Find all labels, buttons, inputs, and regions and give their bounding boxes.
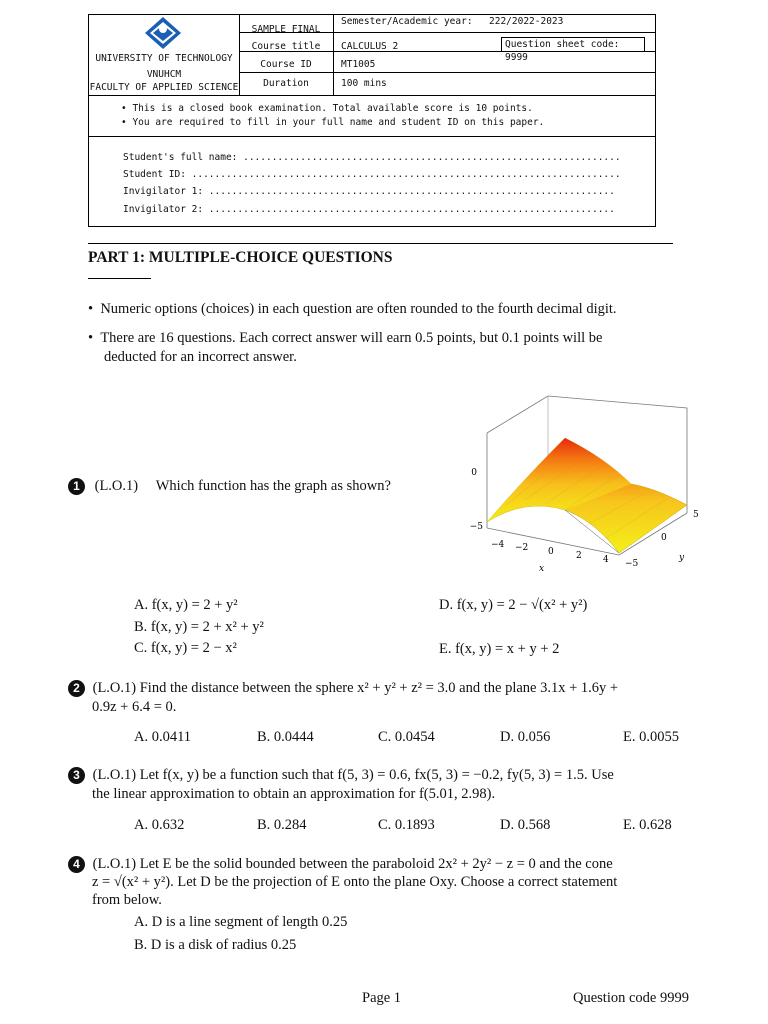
bullet-rounding-text: Numeric options (choices) in each question are often rounded to the fourth decimal digit. bbox=[100, 301, 617, 317]
q2-option-a[interactable]: A. 0.0411 bbox=[134, 729, 192, 745]
z-tick: 0 bbox=[471, 468, 477, 478]
instruction-note-2-text: You are required to fill in your full name and student ID on this paper. bbox=[132, 117, 545, 128]
q2-option-d[interactable]: D. 0.056 bbox=[500, 729, 551, 745]
bullet-scoring: • There are 16 questions. Each correct answer will earn 0.5 points, but 0.1 points will be bbox=[88, 330, 603, 346]
q2-option-c[interactable]: C. 0.0454 bbox=[378, 729, 435, 745]
question-4-stem bbox=[68, 855, 708, 874]
y-tick: 5 bbox=[693, 510, 699, 520]
course-title-value: CALCULUS 2 bbox=[341, 41, 399, 52]
question-3-stem-cont: the linear approximation to obtain an approximation for f(5.01, 2.98). bbox=[92, 786, 496, 802]
x-tick: 4 bbox=[603, 555, 609, 565]
header-divider bbox=[89, 136, 655, 137]
q3-option-b[interactable]: B. 0.284 bbox=[257, 817, 307, 833]
bullet-rounding: • Numeric options (choices) in each question are often rounded to the fourth decimal digit. bbox=[88, 301, 617, 317]
question-3-stem bbox=[68, 766, 708, 785]
y-axis-label: y bbox=[679, 553, 685, 563]
student-id-field[interactable]: Student ID: ........................................................................... bbox=[123, 169, 621, 180]
q1-option-b[interactable]: B. f(x, y) = 2 + x² + y² bbox=[134, 619, 264, 635]
q3-option-c[interactable]: C. 0.1893 bbox=[378, 817, 435, 833]
question-number: 1 bbox=[68, 478, 85, 495]
y-tick: 0 bbox=[661, 533, 667, 543]
faculty-name: FACULTY OF APPLIED SCIENCE bbox=[89, 82, 239, 93]
z-tick: −5 bbox=[469, 522, 483, 532]
duration-label: Duration bbox=[263, 78, 309, 89]
part1-title: PART 1: MULTIPLE-CHOICE QUESTIONS bbox=[88, 249, 393, 266]
x-tick: 0 bbox=[548, 547, 554, 557]
section-rule bbox=[88, 243, 673, 244]
question-code: Question code 9999 bbox=[573, 990, 689, 1006]
university-name: UNIVERSITY OF TECHNOLOGY bbox=[95, 53, 233, 64]
y-tick: −5 bbox=[625, 559, 639, 569]
learning-outcome-tag: (L.O.1) bbox=[94, 478, 139, 494]
bullet-scoring-cont: deducted for an incorrect answer. bbox=[104, 349, 297, 365]
q1-option-a[interactable]: A. f(x, y) = 2 + y² bbox=[134, 597, 238, 613]
question-3-text: (L.O.1) Let f(x, y) be a function such that f(5, 3) = 0.6, fx(5, 3) = −0.2, fy(5, 3) = 1.5. Use bbox=[92, 767, 614, 783]
header-divider bbox=[239, 72, 655, 73]
question-2-stem bbox=[68, 679, 708, 698]
instruction-note-2: • You are required to fill in your full name and student ID on this paper. bbox=[121, 117, 545, 128]
q3-option-e[interactable]: E. 0.628 bbox=[623, 817, 672, 833]
question-sheet-code: Question sheet code: 9999 bbox=[501, 37, 645, 52]
duration-value: 100 mins bbox=[341, 78, 387, 89]
question-number: 3 bbox=[68, 767, 85, 784]
course-id-label: Course ID bbox=[260, 59, 312, 70]
vnuhcm-label: VNUHCM bbox=[146, 69, 182, 80]
x-tick: −2 bbox=[515, 543, 529, 553]
question-1-text: Which function has the graph as shown? bbox=[155, 478, 391, 494]
q2-option-b[interactable]: B. 0.0444 bbox=[257, 729, 314, 745]
q4-option-b[interactable]: B. D is a disk of radius 0.25 bbox=[134, 937, 297, 953]
question-2-stem-cont: 0.9z + 6.4 = 0. bbox=[92, 699, 177, 715]
q1-option-d[interactable]: D. f(x, y) = 2 − √(x² + y²) bbox=[439, 597, 588, 613]
question-2-text: (L.O.1) Find the distance between the sphere x² + y² + z² = 3.0 and the plane 3.1x + 1.6y + bbox=[92, 680, 619, 696]
x-tick: −4 bbox=[491, 540, 505, 550]
question-number: 4 bbox=[68, 856, 85, 873]
instruction-note-1: • This is a closed book examination. Total available score is 10 points. bbox=[121, 103, 533, 114]
x-tick: 2 bbox=[576, 551, 582, 561]
course-id-value: MT1005 bbox=[341, 59, 376, 70]
course-title-label: Course title bbox=[251, 41, 321, 52]
university-logo bbox=[145, 17, 181, 49]
exam-header-box bbox=[88, 14, 656, 227]
question-number: 2 bbox=[68, 680, 85, 697]
header-divider bbox=[333, 15, 334, 95]
semester-value: 222/2022-2023 bbox=[489, 16, 564, 27]
bullet-scoring-text: There are 16 questions. Each correct answer will earn 0.5 points, but 0.1 points will be bbox=[100, 330, 603, 346]
q1-option-e[interactable]: E. f(x, y) = x + y + 2 bbox=[439, 641, 560, 657]
q2-option-e[interactable]: E. 0.0055 bbox=[623, 729, 679, 745]
q1-option-c[interactable]: C. f(x, y) = 2 − x² bbox=[134, 640, 237, 656]
page-number: Page 1 bbox=[362, 990, 402, 1006]
title-underline bbox=[88, 278, 151, 279]
invigilator-1-field[interactable]: Invigilator 1: ....................................................................... bbox=[123, 186, 615, 197]
surface-plot bbox=[455, 388, 715, 578]
invigilator-2-field[interactable]: Invigilator 2: ....................................................................... bbox=[123, 204, 615, 215]
instruction-note-1-text: This is a closed book examination. Total available score is 10 points. bbox=[132, 103, 533, 114]
question-1-stem bbox=[68, 477, 391, 496]
x-axis-label: x bbox=[539, 564, 545, 574]
question-4-stem-cont: z = √(x² + y²). Let D be the projection of E onto the plane Oxy. Choose a correct statement bbox=[92, 874, 618, 890]
exam-type: SAMPLE FINAL bbox=[251, 24, 321, 35]
q3-option-d[interactable]: D. 0.568 bbox=[500, 817, 551, 833]
question-4-text: (L.O.1) Let E be the solid bounded between the paraboloid 2x² + 2y² − z = 0 and the cone bbox=[92, 856, 613, 872]
student-name-field[interactable]: Student's full name: .................................................................. bbox=[123, 152, 621, 163]
q4-option-a[interactable]: A. D is a line segment of length 0.25 bbox=[134, 914, 348, 930]
header-divider bbox=[89, 95, 655, 96]
semester-label: Semester/Academic year: bbox=[341, 16, 473, 27]
question-4-stem-cont-2: from below. bbox=[92, 892, 162, 908]
q3-option-a[interactable]: A. 0.632 bbox=[134, 817, 185, 833]
